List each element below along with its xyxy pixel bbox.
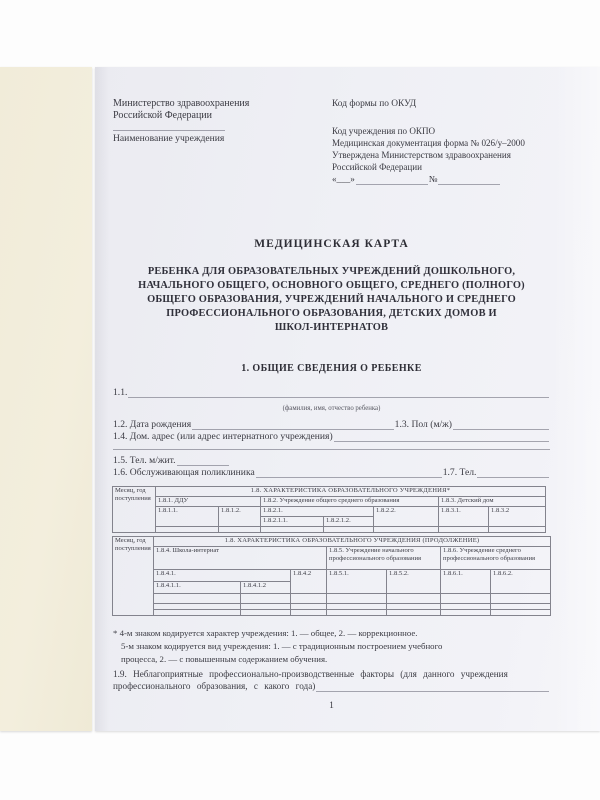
- table2-group-secondary-prof: 1.8.6. Учреждение среднего профессионального образования: [441, 547, 551, 570]
- footnote-line1: * 4-м знаком кодируется характер учреждения: 1. — общее, 2. — коррекционное.: [113, 628, 418, 638]
- subtitle-line: НАЧАЛЬНОГО ОБЩЕГО, ОСНОВНОГО ОБЩЕГО, СРЕДНЕГО (ПОЛНОГО): [138, 280, 525, 291]
- field-1-2-blank: [192, 419, 394, 430]
- empty-cell: [291, 610, 327, 616]
- empty-cell: [261, 527, 324, 533]
- page-subtitle: [113, 265, 550, 335]
- empty-cell: [439, 527, 489, 533]
- field-1-4-label: 1.4. Дом. адрес (или адрес интернатного учреждения): [113, 431, 333, 442]
- table1-month-col: Месяц, год поступления: [113, 487, 156, 533]
- ministry-line1: Министерство здравоохранения: [113, 98, 250, 109]
- table2-header: 1.8. ХАРАКТЕРИСТИКА ОБРАЗОВАТЕЛЬНОГО УЧРЕЖДЕНИЯ (ПРОДОЛЖЕНИЕ): [154, 537, 551, 547]
- empty-cell: [324, 527, 374, 533]
- table-cell: 1.8.5.2.: [387, 570, 441, 594]
- field-1-1-label: 1.1.: [113, 387, 128, 398]
- field-1-2-label: 1.2. Дата рождения: [113, 419, 192, 430]
- empty-cell: [156, 527, 219, 533]
- field-1-9-row2: [113, 681, 550, 692]
- table-cell: 1.8.6.2.: [491, 570, 551, 594]
- table1-group-ddu: 1.8.1. ДДУ: [156, 497, 261, 507]
- field-1-3-blank: [453, 419, 549, 430]
- table-cell: 1.8.2.2.: [374, 507, 439, 527]
- table-cell: 1.8.6.1.: [441, 570, 491, 594]
- table2-group-primary-prof: 1.8.5. Учреждение начального профессионального образования: [327, 547, 441, 570]
- empty-cell: [491, 594, 551, 604]
- empty-cell: [441, 594, 491, 604]
- okud-label: Код формы по ОКУД: [332, 99, 417, 109]
- field-1-6-blank: [256, 467, 442, 478]
- subtitle-line: РЕБЕНКА ДЛЯ ОБРАЗОВАТЕЛЬНЫХ УЧРЕЖДЕНИЙ ДОШКОЛЬНОГО,: [147, 266, 516, 277]
- field-1-7-blank: [477, 467, 549, 478]
- date-number-row: [332, 174, 550, 185]
- doc-form-label: Медицинская документация форма № 026/у–2000: [332, 138, 525, 148]
- booklet-cover-edge: [0, 67, 92, 731]
- page-number: 1: [329, 701, 334, 711]
- table-1-8-continued: [112, 536, 551, 616]
- field-1-9-blank: [316, 681, 549, 692]
- field-1-9-label2: профессионального образования, с какого года): [113, 681, 316, 691]
- table-cell: 1.8.5.1.: [327, 570, 387, 594]
- subtitle-line: ШКОЛ-ИНТЕРНАТОВ: [274, 322, 389, 333]
- table-cell: 1.8.1.1.: [156, 507, 219, 527]
- empty-cell: [387, 610, 441, 616]
- ministry-block: [113, 98, 249, 122]
- okpo-label: Код учреждения по ОКПО: [332, 126, 436, 136]
- subtitle-line: ОБЩЕГО ОБРАЗОВАНИЯ, УЧРЕЖДЕНИЙ НАЧАЛЬНОГО И СРЕДНЕГО: [147, 294, 516, 305]
- subtitle-line: ПРОФЕССИОНАЛЬНОГО ОБРАЗОВАНИЯ, ДЕТСКИХ ДОМОВ И: [166, 308, 497, 319]
- table-cell: 1.8.3.1.: [439, 507, 489, 527]
- empty-cell: [241, 610, 291, 616]
- empty-cell: [291, 594, 327, 604]
- empty-cell: [387, 594, 441, 604]
- empty-cell: [374, 527, 439, 533]
- table-1-8: [112, 486, 546, 533]
- field-1-1-blank: [128, 387, 549, 398]
- footnote-line3: процесса, 2. — с повышенным содержанием обучения.: [121, 654, 328, 664]
- empty-cell: [154, 594, 241, 604]
- ministry-line2: Российской Федерации: [113, 110, 213, 121]
- number-sign: №: [428, 174, 438, 184]
- table-cell: 1.8.4.1.1.: [154, 582, 241, 594]
- empty-cell: [489, 527, 546, 533]
- empty-cell: [327, 610, 387, 616]
- empty-cell: [219, 527, 261, 533]
- number-blank: [438, 174, 500, 185]
- table-cell: 1.8.2.1.1.: [261, 517, 324, 527]
- field-1-6-row: [113, 467, 550, 478]
- empty-cell: [241, 594, 291, 604]
- table2-group-boarding: 1.8.4. Школа-интернат: [154, 547, 327, 570]
- date-blank: [356, 174, 428, 185]
- page-title: МЕДИЦИНСКАЯ КАРТА: [254, 238, 409, 250]
- field-1-5-row: [113, 455, 550, 466]
- footnote-block: [113, 627, 550, 666]
- table-cell: 1.8.1.2.: [219, 507, 261, 527]
- table1-header: 1.8. ХАРАКТЕРИСТИКА ОБРАЗОВАТЕЛЬНОГО УЧРЕЖДЕНИЯ*: [156, 487, 546, 497]
- empty-cell: [154, 610, 241, 616]
- empty-cell: [491, 610, 551, 616]
- table-cell: 1.8.3.2: [489, 507, 546, 527]
- footnote-line2: 5-м знаком кодируется вид учреждения: 1. — с традиционным построением учебного: [121, 641, 443, 651]
- field-1-6-label: 1.6. Обслуживающая поликлиника: [113, 467, 255, 478]
- section1-title: 1. ОБЩИЕ СВЕДЕНИЯ О РЕБЕНКЕ: [241, 363, 422, 374]
- org-name-label: Наименование учреждения: [113, 133, 225, 144]
- table-cell: 1.8.4.1.: [154, 570, 291, 582]
- field-1-1-row: [113, 387, 550, 398]
- field-1-5-blank: [177, 455, 229, 466]
- table2-month-col: Месяц, год поступления: [113, 537, 154, 616]
- field-1-1-caption: (фамилия, имя, отчество ребенка): [282, 405, 381, 412]
- doc-meta-block: [332, 125, 552, 173]
- field-1-9-line1: 1.9. Неблагоприятные профессионально-производственные факторы (для данного учреждения: [113, 669, 508, 679]
- form-page: [95, 67, 600, 731]
- org-name-blank: [113, 122, 225, 131]
- field-1-5-label: 1.5. Тел. м/жит.: [113, 455, 176, 466]
- date-quotes: «___»: [332, 174, 355, 184]
- table-cell: 1.8.2.1.2.: [324, 517, 374, 527]
- table1-group-orphanage: 1.8.3. Детский дом: [439, 497, 546, 507]
- empty-cell: [441, 610, 491, 616]
- field-1-2-row: [113, 419, 550, 430]
- empty-cell: [327, 594, 387, 604]
- table1-group-school: 1.8.2. Учреждение общего среднего образования: [261, 497, 439, 507]
- field-1-7-label: 1.7. Тел.: [442, 467, 477, 478]
- approved-line1: Утверждена Министерством здравоохранения: [332, 150, 511, 160]
- table-cell: 1.8.4.1.2: [241, 582, 291, 594]
- table-cell: 1.8.4.2: [291, 570, 327, 594]
- approved-line2: Российской Федерации: [332, 162, 423, 172]
- field-1-3-label: 1.3. Пол (м/ж): [394, 419, 453, 430]
- field-1-4-blank-line2: [113, 441, 550, 450]
- table-cell: 1.8.2.1.: [261, 507, 374, 517]
